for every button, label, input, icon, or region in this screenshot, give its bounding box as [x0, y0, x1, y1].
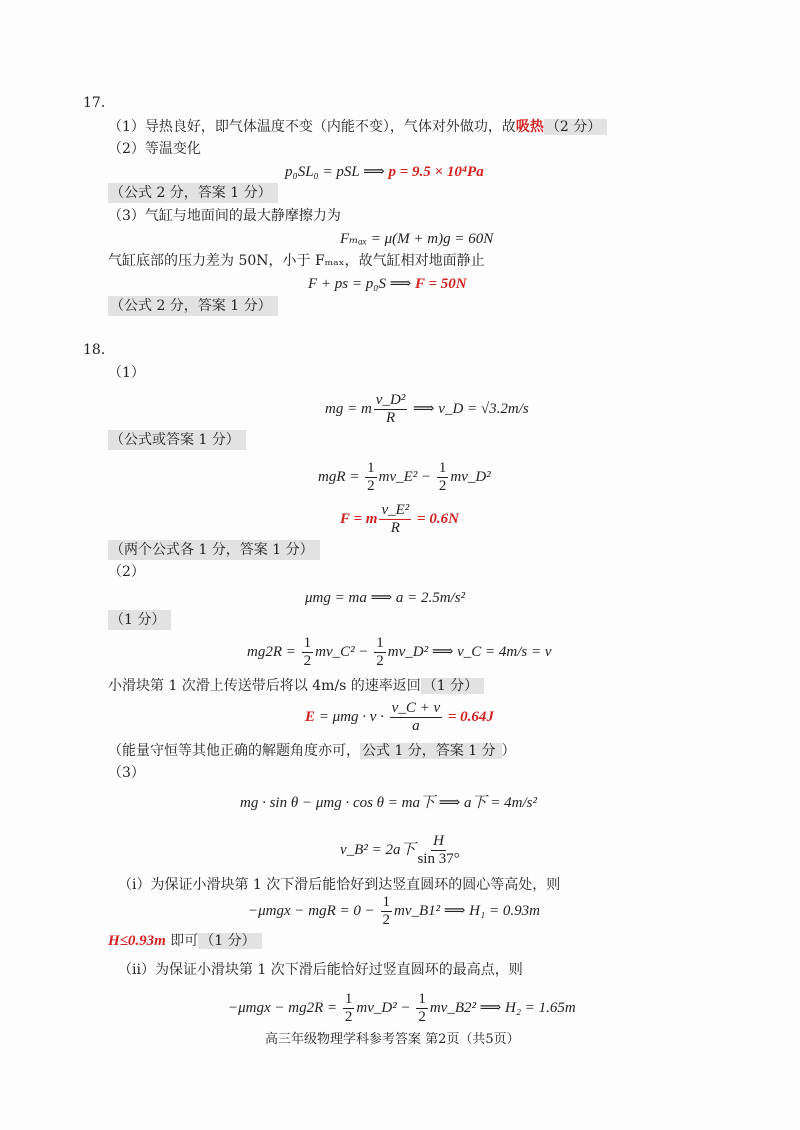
text: （能量守恒等其他正确的解题角度亦可，: [108, 743, 360, 759]
numerator: 1: [344, 991, 353, 1007]
q18-score3: （1 分）: [108, 610, 171, 630]
numerator: 1: [367, 460, 375, 476]
denominator: R: [390, 520, 400, 536]
formula: = μmg · v ·: [315, 708, 388, 725]
q17-part3: （3）气缸与地面间的最大静摩擦力为: [108, 208, 341, 224]
q18-text3: （i）为保证小滑块第 1 次下滑后能恰好到达竖直圆环的圆心等高处，则: [118, 877, 561, 893]
denominator: 2: [303, 653, 312, 669]
q18-text2: [108, 741, 516, 761]
formula: mv_E² −: [378, 468, 435, 485]
formula: mv_D² ⟹ v_C = 4m/s = v: [387, 643, 552, 660]
numerator: 1: [418, 991, 426, 1007]
fraction: [437, 460, 449, 495]
fraction: [365, 460, 377, 495]
score: （2 分）: [544, 119, 607, 135]
denominator: sin 37°: [417, 851, 460, 867]
q18-formula2: [318, 460, 491, 495]
numerator: v_E²: [381, 502, 410, 518]
score: 公式 1 分，答案 1 分: [360, 743, 502, 759]
q18-text5: （ii）为保证小滑块第 1 次下滑后能恰好过竖直圆环的最高点，则: [118, 962, 523, 978]
q17-score2: （公式 2 分，答案 1 分）: [108, 296, 278, 316]
numerator: v_D²: [375, 392, 406, 408]
q17-formula3: [308, 274, 467, 294]
q18-part2: （2）: [108, 564, 145, 580]
denominator: a: [412, 718, 420, 734]
fraction: [417, 833, 459, 868]
q18-part3: （3）: [108, 765, 145, 781]
formula: mv_C² −: [315, 643, 373, 660]
answer: = 0.6N: [413, 510, 459, 527]
text: ）: [501, 743, 516, 759]
q18-formula7: mg · sin θ − μmg · cos θ = ma下 ⟹ a下 = 4m/s²: [240, 795, 537, 811]
formula: mg2R =: [247, 643, 300, 660]
fraction: [381, 894, 393, 929]
formula: mv_B2² ⟹ H₂ = 1.65m: [429, 999, 576, 1016]
numerator: 1: [376, 635, 384, 651]
fraction: [302, 635, 314, 670]
q18-text1: [108, 676, 484, 696]
fraction: [416, 991, 428, 1026]
q18-formula3: [340, 502, 459, 537]
text: 即可: [165, 933, 199, 949]
q17-text4: 气缸底部的压力差为 50N，小于 Fₘₐₓ，故气缸相对地面静止: [108, 253, 485, 269]
formula: mg = m: [325, 400, 372, 417]
q18-formula8: [340, 833, 462, 868]
q18-formula9: [248, 894, 540, 929]
numerator: v_C + v: [391, 700, 441, 716]
formula: −μmgx − mg2R =: [228, 999, 341, 1016]
formula: −μmgx − mgR = 0 −: [248, 902, 379, 919]
q18-part1: （1）: [108, 365, 145, 381]
denominator: 2: [367, 478, 375, 494]
answer: p = 9.5 × 10⁴Pa: [388, 164, 484, 180]
score: （1 分）: [198, 933, 261, 949]
q17-score1: （公式 2 分，答案 1 分）: [108, 183, 278, 203]
fraction: [374, 635, 386, 670]
page-footer: 高三年级物理学科参考答案 第2页（共5页）: [265, 1032, 520, 1047]
formula: ⟹ v_D = √3.2m/s: [409, 400, 529, 417]
score: （1 分）: [421, 678, 484, 694]
fraction: [390, 700, 442, 735]
text: （1）导热良好，即气体温度不变（内能不变），气体对外做功，故: [108, 119, 516, 135]
answer: = 0.64J: [444, 708, 494, 725]
numerator: 1: [438, 460, 447, 476]
q18-formula10: [228, 991, 576, 1026]
formula: mv_D²: [450, 468, 491, 485]
fraction: [343, 991, 355, 1026]
q18-formula1: [325, 392, 529, 427]
formula: mv_D² −: [356, 999, 415, 1016]
q17-formula2: Fₘₐₓ = μ(M + m)g = 60N: [340, 231, 494, 247]
q18-text4: [108, 931, 262, 951]
formula: F = m: [340, 510, 378, 527]
formula: F + ps = p₀S ⟹: [308, 276, 415, 292]
formula: p₀SL₀ = pSL ⟹: [285, 164, 389, 180]
q18-formula4: μmg = ma ⟹ a = 2.5m/s²: [305, 590, 466, 606]
numerator: 1: [303, 635, 312, 651]
question-17-number: 17.: [83, 95, 106, 111]
denominator: 2: [382, 912, 391, 928]
fraction: [374, 392, 408, 427]
q18-score2: （两个公式各 1 分，答案 1 分）: [108, 540, 320, 560]
formula: mgR =: [318, 468, 364, 485]
denominator: 2: [418, 1009, 426, 1025]
q18-formula6: [305, 700, 494, 735]
answer: 吸热: [515, 119, 544, 135]
q17-formula1: [285, 162, 484, 182]
denominator: R: [385, 410, 396, 426]
question-18-number: 18.: [83, 342, 106, 358]
denominator: 2: [376, 653, 384, 669]
denominator: 2: [344, 1009, 353, 1025]
denominator: 2: [438, 478, 447, 494]
numerator: H: [433, 833, 444, 849]
formula: v_B² = 2a下: [340, 841, 416, 858]
numerator: 1: [382, 894, 391, 910]
answer: F = 50N: [414, 276, 467, 292]
text: 小滑块第 1 次滑上传送带后将以 4m/s 的速率返回: [108, 678, 421, 694]
answer: H≤0.93m: [108, 933, 166, 949]
formula: mv_B1² ⟹ H₁ = 0.93m: [394, 902, 540, 919]
q17-part1: [108, 117, 607, 137]
q17-part2: （2）等温变化: [108, 141, 201, 157]
formula: E: [305, 708, 316, 725]
q18-score1: （公式或答案 1 分）: [108, 430, 246, 450]
q18-formula5: [247, 635, 551, 670]
fraction: [379, 502, 411, 537]
